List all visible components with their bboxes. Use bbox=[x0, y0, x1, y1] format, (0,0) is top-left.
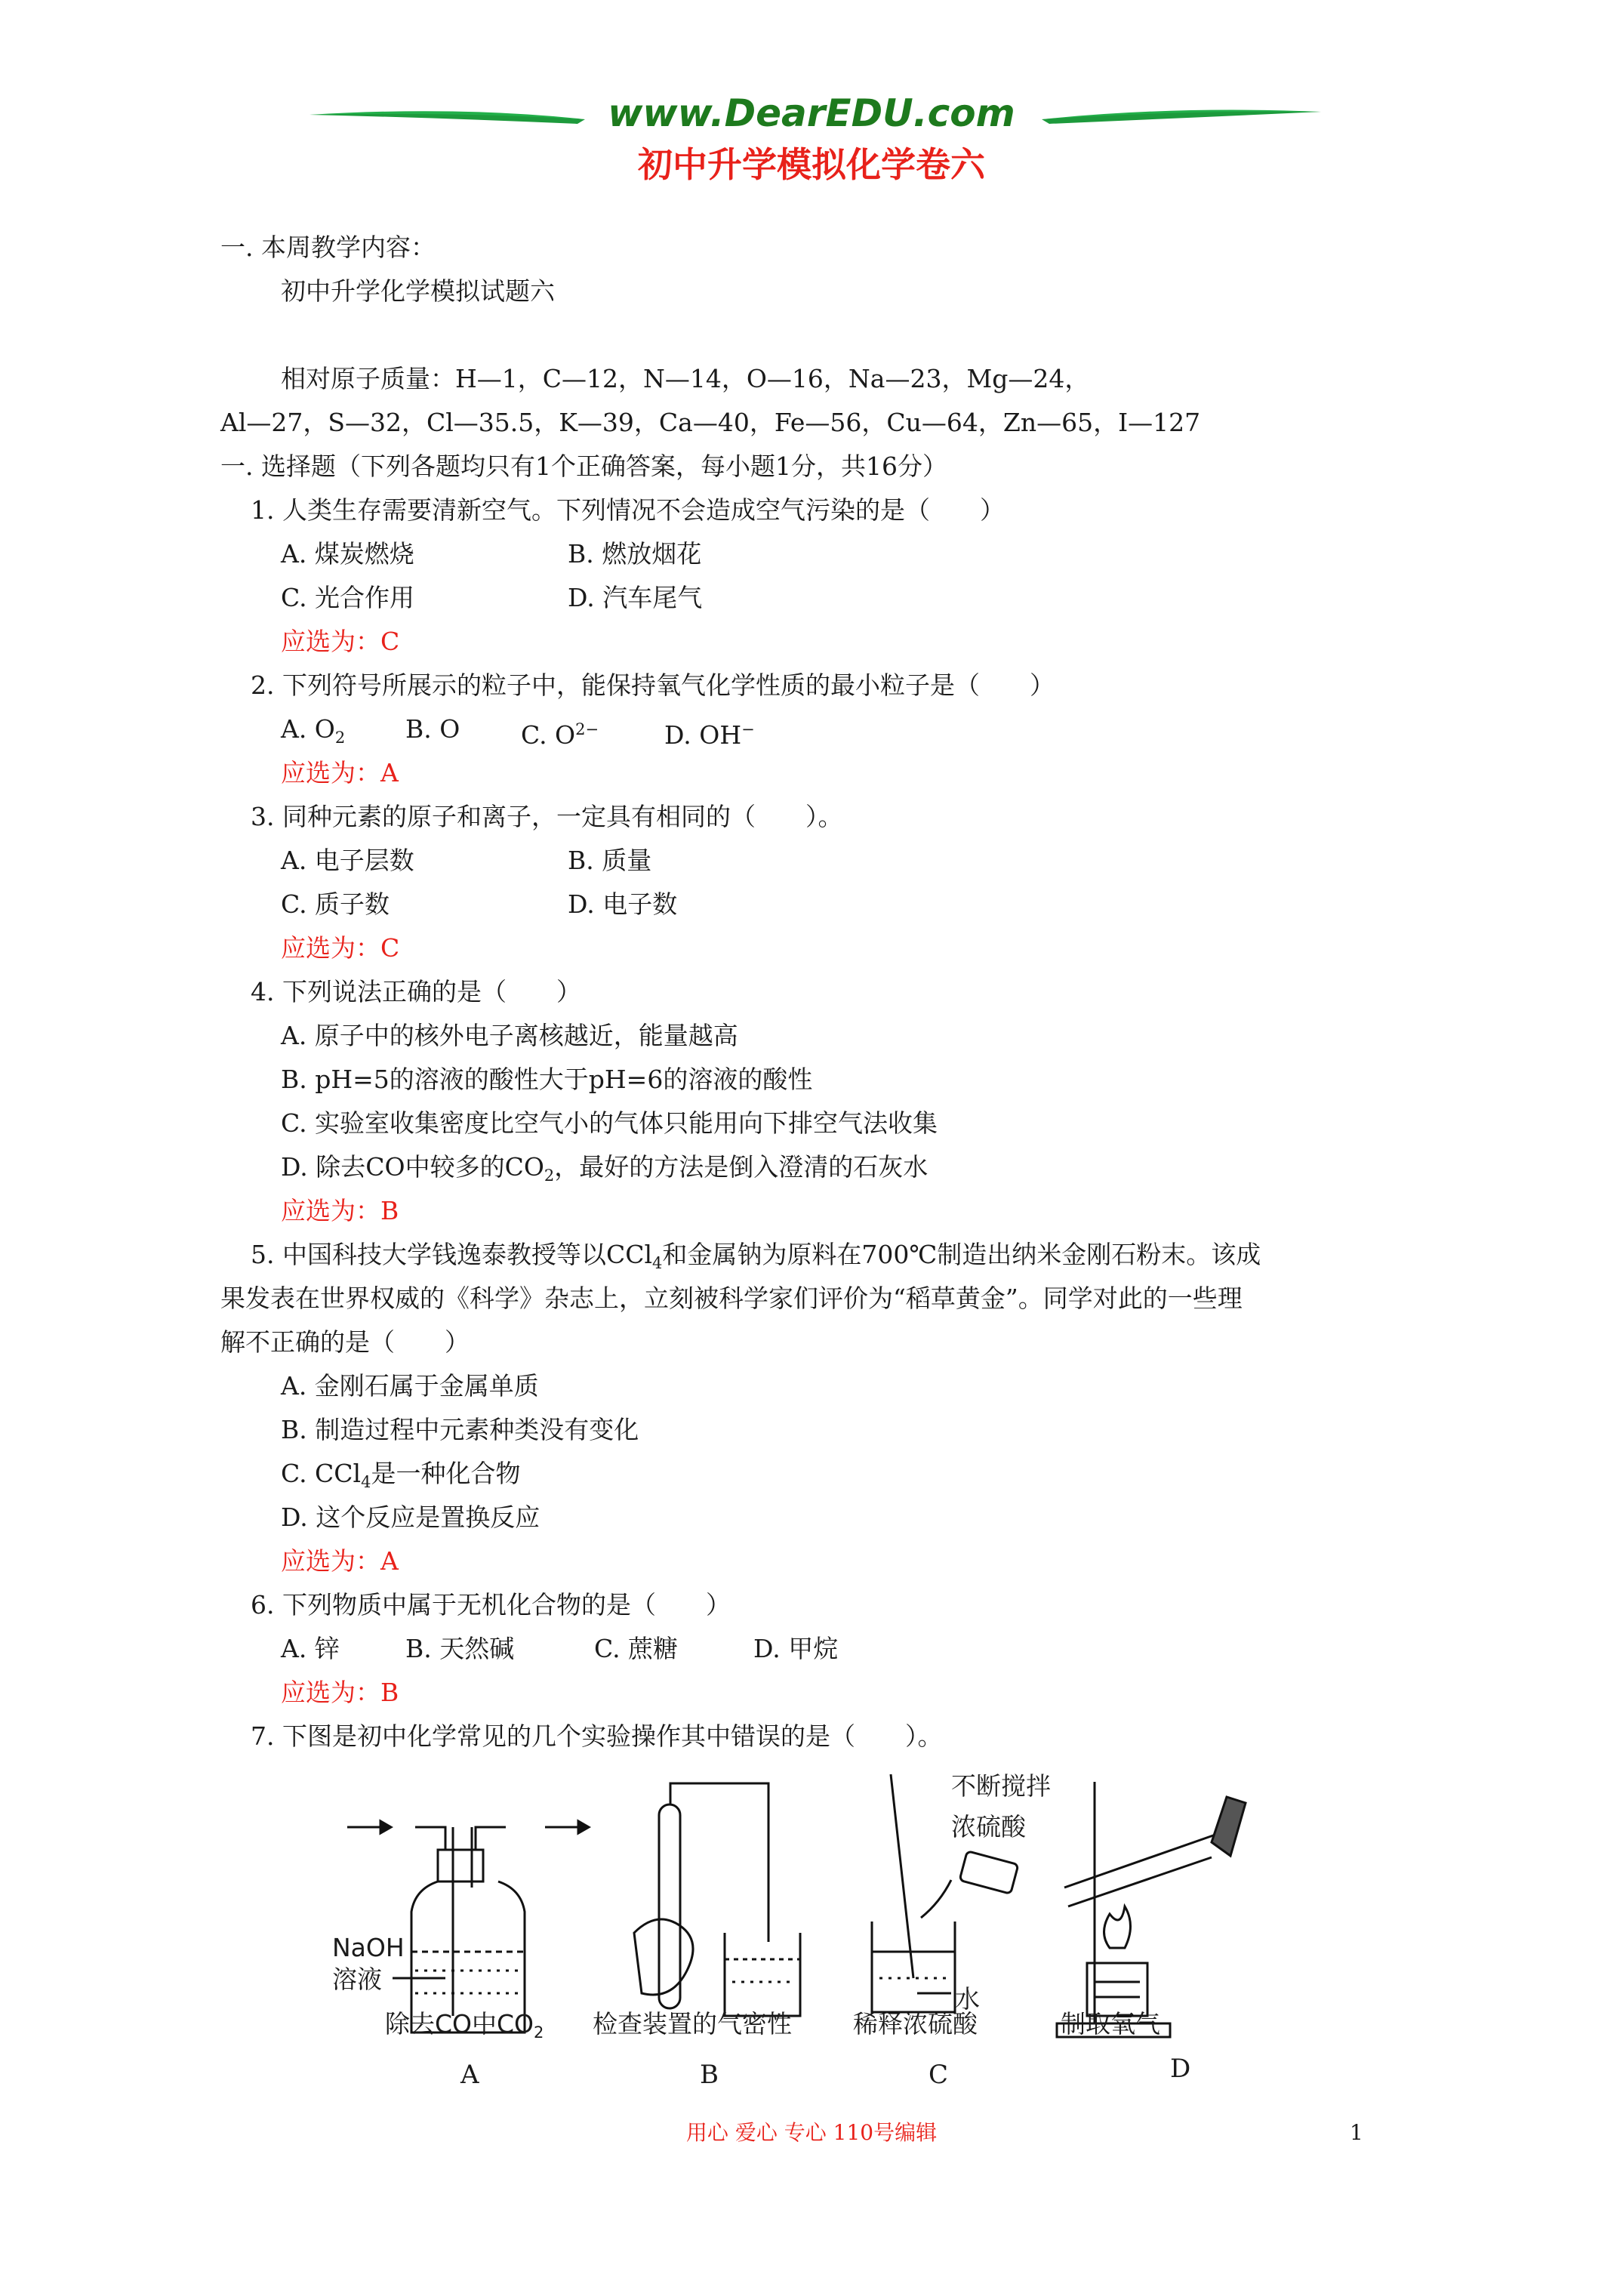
caption-c: 稀释浓硫酸 bbox=[853, 2009, 978, 2039]
option-b: B. pH=5的溶液的酸性大于pH=6的溶液的酸性 bbox=[281, 1065, 813, 1094]
caption-a: 除去CO中$CO_2$ bbox=[385, 2009, 544, 2042]
option-c: C. 实验室收集密度比空气小的气体只能用向下排空气法收集 bbox=[281, 1108, 938, 1138]
answer-line: 应选为：A bbox=[281, 1546, 399, 1576]
option-b: B. 天然碱 bbox=[405, 1634, 515, 1663]
question-stem: 7. 下图是初中化学常见的几个实验操作其中错误的是（ ）。 bbox=[251, 1721, 943, 1751]
conc-acid-label: 浓硫酸 bbox=[951, 1812, 1026, 1841]
option-a: A. 原子中的核外电子离核越近，能量越高 bbox=[281, 1021, 738, 1050]
question-stem-line3: 解不正确的是（ ） bbox=[220, 1327, 470, 1357]
intro-subheading: 初中升学化学模拟试题六 bbox=[281, 276, 555, 306]
option-b: B. 燃放烟花 bbox=[568, 539, 702, 569]
page-number: 1 bbox=[1350, 2120, 1363, 2145]
answer-prefix: 应选为： bbox=[281, 627, 380, 656]
option-a: A. 锌 bbox=[281, 1634, 340, 1663]
caption-b: 检查装置的气密性 bbox=[593, 2009, 792, 2039]
figure-letter-b: B bbox=[700, 2060, 719, 2090]
option-d: D. 汽车尾气 bbox=[568, 583, 703, 612]
figure-letter-a: A bbox=[460, 2060, 479, 2090]
answer-value: C bbox=[380, 627, 400, 656]
option-a: A. $O_2$ bbox=[281, 714, 346, 747]
option-b: B. O bbox=[405, 714, 460, 744]
answer-line: 应选为：B bbox=[281, 1196, 399, 1225]
option-d: D. 甲烷 bbox=[753, 1634, 839, 1663]
caption-d: 制取氧气 bbox=[1061, 2009, 1160, 2039]
option-a: A. 金刚石属于金属单质 bbox=[281, 1371, 539, 1401]
section-title: 一. 选择题（下列各题均只有1个正确答案，每小题1分，共16分） bbox=[220, 451, 947, 481]
answer-line: 应选为：C bbox=[281, 933, 400, 963]
page-footer: 用心 爱心 专心 110号编辑 bbox=[685, 2120, 938, 2145]
experiment-figure bbox=[332, 1767, 1336, 2099]
atomic-masses-line1: 相对原子质量：H—1，C—12，N—14，O—16，Na—23，Mg—24， bbox=[281, 364, 1090, 393]
site-logo[interactable]: www.DearEDU.com bbox=[608, 91, 1015, 135]
option-d: D. 除去CO中较多的$CO_2$，最好的方法是倒入澄清的石灰水 bbox=[281, 1152, 929, 1185]
page-title: 初中升学模拟化学卷六 bbox=[638, 144, 985, 185]
answer-line: 应选为：B bbox=[281, 1678, 399, 1707]
stir-label: 不断搅拌 bbox=[951, 1771, 1051, 1801]
option-c: C. 质子数 bbox=[281, 889, 390, 919]
question-stem: 6. 下列物质中属于无机化合物的是（ ） bbox=[251, 1590, 731, 1620]
option-d: D. OH− bbox=[664, 720, 755, 750]
option-d: D. 电子数 bbox=[568, 889, 678, 919]
option-a: A. 电子层数 bbox=[281, 846, 414, 875]
water-label: 水 bbox=[955, 1984, 980, 2014]
question-stem: 3. 同种元素的原子和离子，一定具有相同的（ ）。 bbox=[251, 802, 843, 831]
answer-line: 应选为：A bbox=[281, 758, 399, 787]
solution-label: 溶液 bbox=[332, 1965, 382, 1994]
option-c: C. $O^{2-}$ bbox=[521, 720, 599, 750]
question-stem-line2: 果发表在世界权威的《科学》杂志上，立刻被科学家们评价为“稻草黄金”。同学对此的一些理 bbox=[220, 1284, 1243, 1313]
question-stem: 2. 下列符号所展示的粒子中，能保持氧气化学性质的最小粒子是（ ） bbox=[251, 670, 1055, 700]
option-b: B. 质量 bbox=[568, 846, 652, 875]
answer-line bbox=[281, 627, 399, 657]
question-stem: 5. 中国科技大学钱逸泰教授等以CCl$_4$和金属钠为原料在700℃制造出纳米金刚石粉末。该成 bbox=[251, 1240, 1261, 1272]
option-b: B. 制造过程中元素种类没有变化 bbox=[281, 1415, 639, 1444]
question-stem: 4. 下列说法正确的是（ ） bbox=[251, 977, 581, 1006]
intro-heading: 一. 本周教学内容： bbox=[220, 233, 436, 262]
option-a: A. 煤炭燃烧 bbox=[281, 539, 414, 569]
naoh-label: NaOH bbox=[332, 1933, 405, 1962]
atomic-masses-line2: Al—27，S—32，Cl—35.5，K—39，Ca—40，Fe—56，Cu—64，Zn—65，I—127 bbox=[220, 408, 1201, 437]
option-d: D. 这个反应是置换反应 bbox=[281, 1502, 540, 1532]
figure-letter-d: D bbox=[1170, 2054, 1191, 2084]
option-c: C. CCl$_4$是一种化合物 bbox=[281, 1459, 521, 1491]
option-c: C. 蔗糖 bbox=[594, 1634, 679, 1663]
lab-apparatus-drawing bbox=[332, 1767, 1336, 2099]
figure-letter-c: C bbox=[929, 2060, 949, 2090]
option-c: C. 光合作用 bbox=[281, 583, 415, 612]
question-stem: 1. 人类生存需要清新空气。下列情况不会造成空气污染的是（ ） bbox=[251, 495, 1005, 525]
